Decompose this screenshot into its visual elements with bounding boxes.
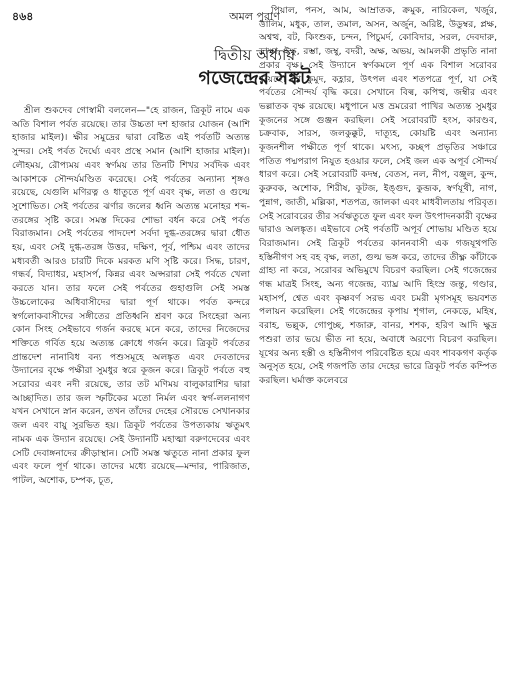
running-head: অমল পুরাণ bbox=[229, 10, 280, 23]
left-column bbox=[12, 104, 250, 488]
right-column bbox=[259, 4, 497, 388]
chapter-label: দ্বিতীয় অধ্যায় bbox=[213, 46, 296, 64]
left-column-text: শ্রীল শুকদেব গোস্বামী বললেন—"হে রাজন, ত্রিকূট নামে এক অতি বিশাল পর্বত রয়েছে। তার উচ্চতা দশ হাজার যোজন (আশি হাজার মাইল)। ক্ষীর সমুদ্রের দ্বারা বেষ্টিত এই পর্বতটি অত্যন্ত সুন্দর। সেই পর্বত দৈর্ঘ্যে এবং প্রস্থে সমান (আশি হাজার মাইল)। লৌহময়, রৌপ্যময় এবং স্বর্ণময় তার তিনটি শিখর সর্বদিক এবং আকাশকে সৌন্দর্যমণ্ডিত করেছে। সেই পর্বতের অন্যান্য শৃঙ্গও রয়েছে, যেগুলি মণিরত্ন ও ধাতুতে পূর্ণ এবং বৃক্ষ, লতা ও গুল্মে সুশোভিত। সেই পর্বতের ঝর্ণার জলের ধ্বনি অত্যন্ত মনোহর শব্দ-তরঙ্গের সৃষ্টি করে। সমস্ত দিকের শোভা বর্ধন করে সেই পর্বত বিরাজমান। সেই পর্বতের পাদদেশ সর্বদা দুগ্ধ-তরঙ্গের দ্বারা ধৌত হয়, এবং সেই দুগ্ধ-তরঙ্গ উত্তর, দক্ষিণ, পূর্ব, পশ্চিম এবং তাদের মধ্যবর্তী আরও চারটি দিকে মরকত মণি সৃষ্টি করে। সিদ্ধ, চারণ, গন্ধর্ব, বিদ্যাধর, মহাসর্প, কিন্নর এবং অপ্সরারা সেই পর্বতে খেলা করতে যান। তার ফলে সেই পর্বতের গুহাগুলি সেই সমস্ত উচ্চলোকের অধিবাসীদের দ্বারা পূর্ণ থাকে। পর্বত কন্দরে স্বর্গলোকবাসীদের সঙ্গীতের প্রতিধ্বনি শ্রবণ করে সিংহেরা অন্য কোন সিংহ সেইভাবে গর্জন করছে মনে করে, তাদের নিজেদের শক্তিতে গর্বিত হয়ে অত্যন্ত ক্রোধে গর্জন করে। ত্রিকূট পর্বতের প্রান্তদেশ নানাবিধ বন্য পশুসমূহে অলঙ্কৃত এবং দেবতাদের উদ্যানের বৃক্ষে পক্ষীরা সুমধুর স্বরে কূজন করে। ত্রিকূট পর্বতে বহু সরোবর এবং নদী রয়েছে, তার তট মণিময় বালুকারাশির দ্বারা আচ্ছাদিত। তার জল স্ফটিকের মতো নির্মল এবং স্বর্গ-ললনাগণ যখন সেখানে স্নান করেন, তখন তাঁদের দেহের সৌরভে সেখানকার জল এবং বায়ু সুরভিত হয়। ত্রিকূট পর্বতের উপত্যকায় ঋতুমৎ নামক এক উদ্যান রয়েছে। সেই উদ্যানটি মহাত্মা বরুণদেবের এবং সেটি দেবাঙ্গনাদের ক্রীড়াস্থান। সেটি সমস্ত ঋতুতে নানা প্রকার ফুল এবং ফলে পূর্ণ থাকে। তাদের মধ্যে রয়েছে—মন্দার, পারিজাত, পাটল, অশোক, চম্পক, চূত, bbox=[12, 105, 250, 486]
page-number: ৪৬৪ bbox=[12, 10, 34, 23]
right-column-text: পিয়াল, পনস, আম, আম্রাতক, ক্রমুক, নারিকেল, খর্জুর, ডালিম, মধুক, তাল, তমাল, অসন, অর্জুন, অরিষ্ট, উডুম্বর, প্লক্ষ, অশ্বত্থ, বট, কিংশুক, চন্দন, পিচুমর্দ, কোবিদার, সরল, দেবদারু, দ্রাক্ষা, ইক্ষু, রম্ভা, জম্বু, বদরী, অক্ষ, অভয়, আমলকী প্রভৃতি নানা প্রকার বৃক্ষ। সেই উদ্যানে স্বর্ণকমলে পূর্ণ এক বিশাল সরোবর রয়েছে। তা কুমুদ, কহ্লার, উৎপল এবং শতপত্রে পূর্ণ, যা সেই পর্বতের সৌন্দর্য বৃদ্ধি করে। সেখানে বিল্ব, কপিত্থ, জম্বীর এবং ভল্লাতক বৃক্ষ রয়েছে। মধুপানে মত্ত ভ্রমরেরা পাখির অত্যন্ত সুমধুর কূজনের সঙ্গে গুঞ্জন করছিল। সেই সরোবরটি হংস, কারণ্ডব, চক্রবাক, সারস, জলকুক্কুট, দাত্যূহ, কোয়ষ্টি এবং অন্যান্য কূজনশীল পক্ষীতে পূর্ণ থাকে। মৎস্য, কচ্ছপ প্রভৃতির সঞ্চারে পতিত পদ্মপরাগ নিযুত হওয়ার ফলে, সেই জল এক অপূর্ব সৌন্দর্য ধারণ করে। সেই সরোবরটি কদম্ব, বেতস, নল, নীপ, বঞ্জুল, কুন্দ, কুরুবক, অশোক, শিরীষ, কূটজ, ইঙ্গুদ, কুব্জক, স্বর্ণযূথী, নাগ, পুন্নাগ, জাতী, মল্লিকা, শতপত্র, জালকা এবং মাধবীলতায় পরিবৃত। সেই সরোবরের তীর সর্বঋতুতে ফুল এবং ফল উৎপাদনকারী বৃক্ষের দ্বারাও অলঙ্কৃত। এইভাবে সেই পর্বতটি অপূর্ব শোভায় মণ্ডিত হয়ে বিরাজমান। সেই ত্রিকূট পর্বতের কাননবাসী এক গজযূথপতি হস্তিনীগণ সহ বহ বৃক্ষ, লতা, গুল্ম ভঙ্গ করে, তাদের তীক্ষ্ণ কাঁটাকে গ্রাহ্য না করে, সরোবর অভিমুখে বিচরণ করছিল। সেই গজেন্দ্রের গন্ধ মাত্রই সিংহ, অন্য গজেন্দ্র, ব্যাঘ্র আদি হিংস্র জন্তু, গণ্ডার, মহাসর্প, শ্বেত এবং কৃষ্ণবর্ণ সরভ এবং চমরী মৃগসমূহ ভয়বশত পলায়ন করেছিল। সেই গজেন্দ্রের কৃপায় শৃগাল, নেকড়ে, মহিষ, বরাহ, ভল্লুক, গোপুচ্ছ, শজারু, বানর, শশক, হরিণ আদি ক্ষুদ্র পশুরা তার ভয়ে ভীত না হয়ে, অবাধে অরণ্যে বিচরণ করছিল। যূথের অন্য হস্তী ও হস্তিনীগণ পরিবেষ্টিত হয়ে এবং শাবকগণ কর্তৃক অনুসৃত হয়ে, সেই গজপতি তার দেহের ভারে ত্রিকূট পর্বত কম্পিত করছিল। ঘর্মাক্ত কলেবরে bbox=[259, 5, 497, 386]
chapter-title: গজেন্দ্রের সঙ্কট bbox=[198, 67, 311, 89]
